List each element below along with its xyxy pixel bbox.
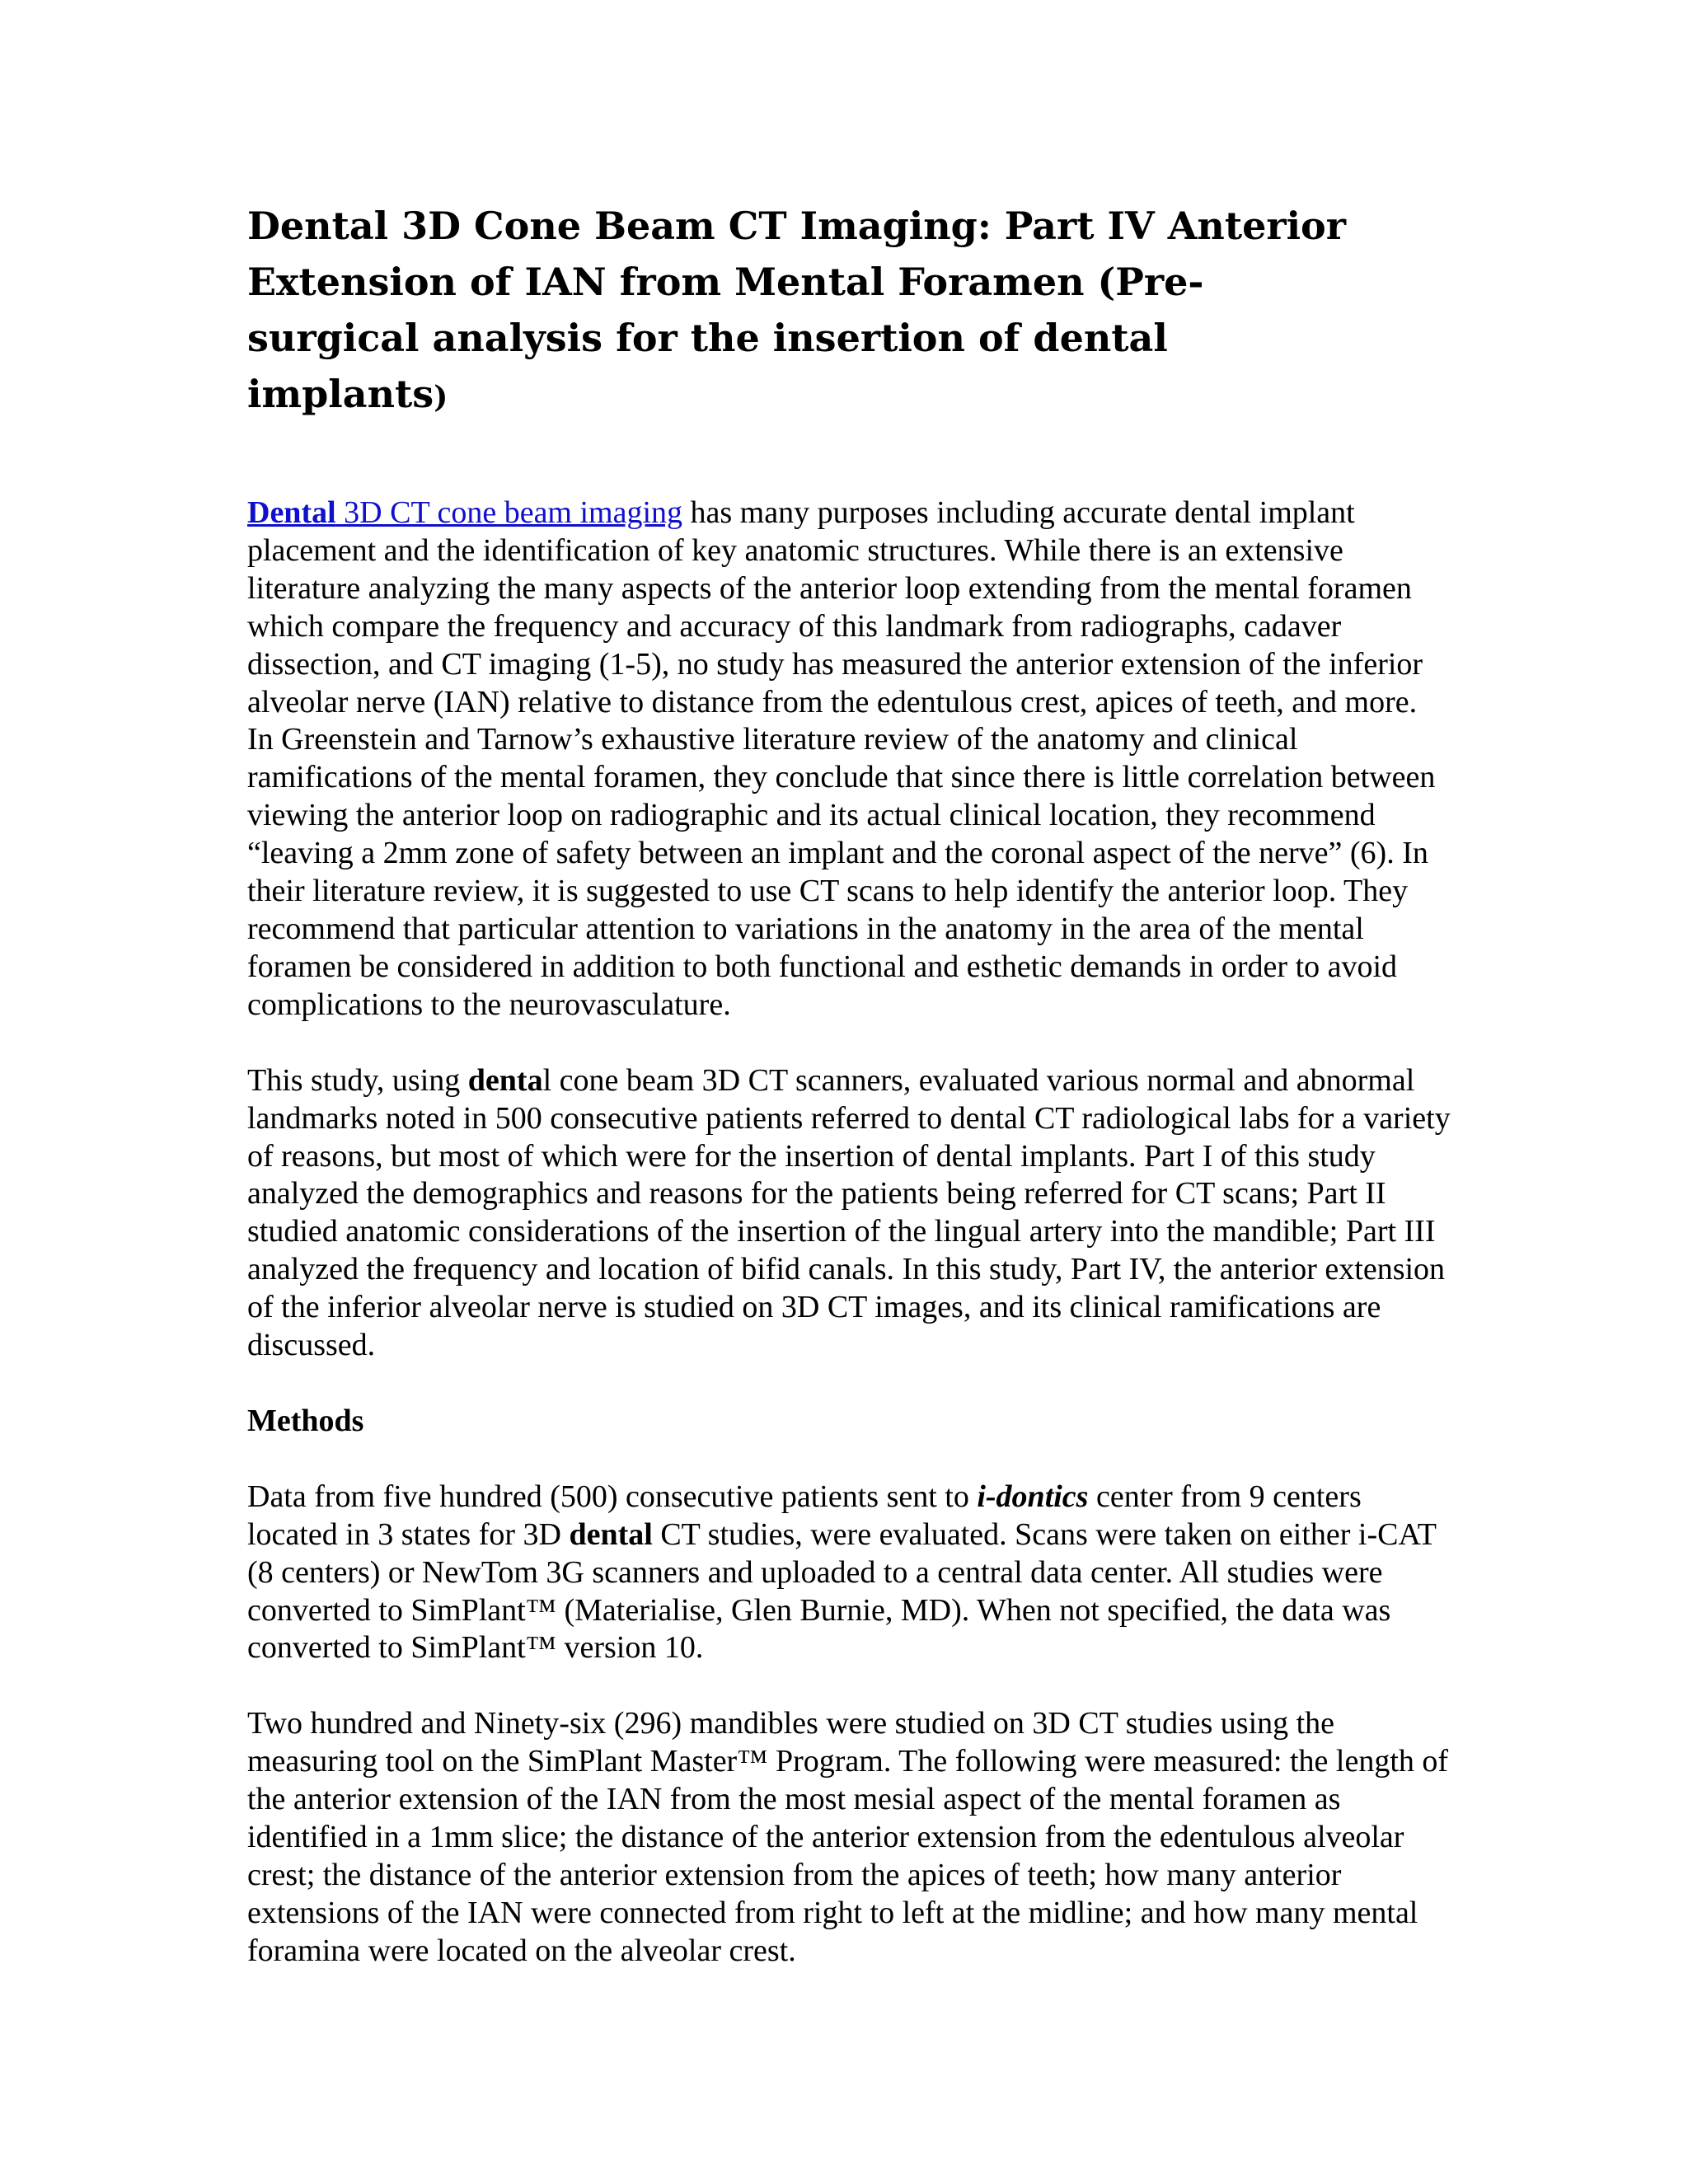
study-text-a: This study, using [247, 1062, 468, 1098]
data-paragraph [247, 1479, 1451, 1668]
cone-beam-imaging-link[interactable] [247, 495, 682, 530]
data-text-c: center from 9 centers located in 3 states for 3D [247, 1479, 1362, 1552]
document-body [247, 494, 1451, 1971]
measurements-paragraph: Two hundred and Ninety-six (296) mandibles were studied on 3D CT studies using the measuring tool on the SimPlant Master™ Program. The following were measured: the length of the anterior extension of the IAN from the most mesial aspect of the mental foramen as identified in a 1mm slice; the distance of the anterior extension from the edentulous alveolar crest; the distance of the anterior extension from the apices of teeth; how many anterior extensions of the IAN were connected from right to left at the midline; and how many mental foramina were located on the alveolar crest. [247, 1706, 1449, 1968]
intro-text: has many purposes including accurate dental implant placement and the identification of key anatomic structures. While there is an extensive literature analyzing the many aspects of the anterior loop extending from the mental foramen which compare the frequency and accuracy of this landmark from radiographs, cadaver dissection, and CT imaging (1-5), no study has measured the anterior extension of the inferior alveolar nerve (IAN) relative to distance from the edentulous crest, apices of teeth, and more. In Greenstein and Tarnow’s exhaustive literature review of the anatomy and clinical ramifications of the mental foramen, they conclude that since there is little correlation between viewing the anterior loop on radiographic and its actual clinical location, they recommend “leaving a 2mm zone of safety between an implant and the coronal aspect of the nerve” (6). In their literature review, it is suggested to use CT scans to help identify the anterior loop. They recommend that particular attention to variations in the anatomy in the area of the mental foramen be considered in addition to both functional and esthetic demands in order to avoid complications to the neurovasculature. [247, 495, 1436, 1022]
link-rest-part[interactable]: 3D CT cone beam imaging [335, 495, 683, 530]
intro-paragraph [247, 494, 1451, 1024]
data-text-e: CT studies, were evaluated. Scans were taken on either i-CAT (8 centers) or NewTom 3G scanners and uploaded to a central data center. All studies were converted to SimPlant™ (Materialise, Glen Burnie, MD). When not specified, the data was converted to SimPlant™ version 10. [247, 1516, 1437, 1666]
data-text-a: Data from five hundred (500) consecutive patients sent to [247, 1479, 978, 1514]
study-text-c: l cone beam 3D CT scanners, evaluated various normal and abnormal landmarks noted in 500 consecutive patients referred to dental CT radiological labs for a variety of reasons, but most of which were for the insertion of dental implants. Part I of this study analyzed the demographics and reasons for the patients being referred for CT scans; Part II studied anatomic considerations of the insertion of the lingual artery into the mandible; Part III analyzed the frequency and location of bifid canals. In this study, Part IV, the anterior extension of the inferior alveolar nerve is studied on 3D CT images, and its clinical ramifications are discussed. [247, 1062, 1451, 1363]
study-text-bold: denta [467, 1062, 543, 1098]
link-bold-part[interactable]: Dental [247, 495, 336, 530]
study-paragraph [247, 1062, 1451, 1365]
document-title [247, 198, 1352, 425]
title-tail: ) [434, 380, 448, 415]
idontics-brand: i-dontics [977, 1479, 1089, 1514]
data-text-bold-dental: dental [569, 1516, 653, 1552]
document-page [247, 198, 1451, 1971]
methods-heading: Methods [247, 1403, 364, 1438]
title-main: Dental 3D Cone Beam CT Imaging: Part IV Anterior Extension of IAN from Mental Foramen (Pre-surgical analysis for the insertion of dental implants [247, 204, 1346, 416]
